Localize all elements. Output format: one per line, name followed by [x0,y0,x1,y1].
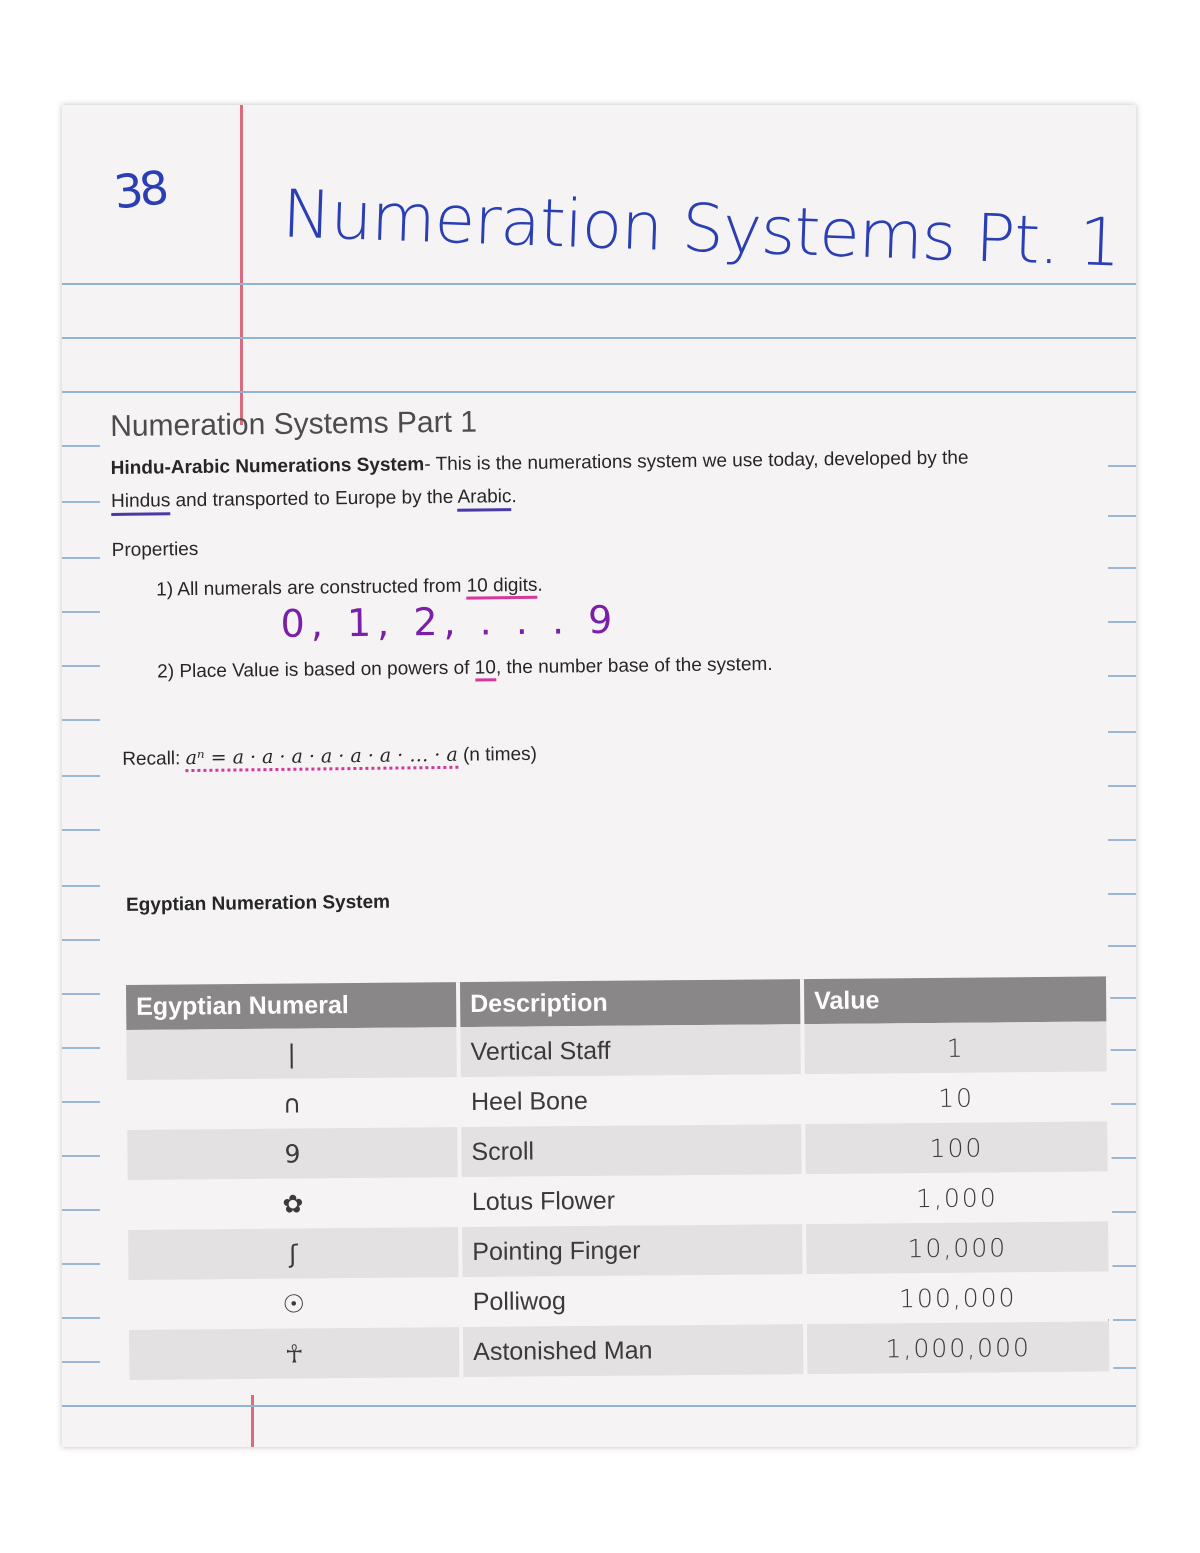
handwritten-digits: 0, 1, 2, . . . 9 [280,597,619,646]
printed-notes [110,398,1116,917]
definition-end: . [511,486,517,508]
definition-text-2: and transported to Europe by the [170,486,458,512]
ruled-line-tick [62,993,100,995]
ruled-line-tick [62,445,100,447]
ruled-line-tick [62,829,100,831]
ruled-line-tick [62,501,100,503]
ruled-line-tick [62,1209,100,1211]
table-row [126,1021,1108,1080]
ruled-line-tick [62,1361,100,1363]
item2-prefix: 2) Place Value is based on powers of [157,657,475,683]
row-value: 1,000 [804,1171,1110,1224]
margin-line-bottom [251,1395,254,1447]
item2-suffix: , the number base of the system. [495,653,773,679]
item2-highlight: 10 [475,657,496,681]
table-row [127,1071,1109,1130]
property-item-2 [157,650,1113,684]
ruled-line-tick [62,665,100,667]
row-value: 100 [803,1121,1109,1174]
recall-line [122,736,1114,771]
ruled-line-tick [62,719,100,721]
definition-text-1: - This is the numerations system we use today, developed by the [424,447,969,476]
header-description: Description [458,979,802,1027]
pointing-finger-icon: ʃ [128,1227,460,1280]
egyptian-heading: Egyptian Numeration System [125,891,391,916]
astonished-man-icon: ☥ [129,1327,461,1380]
polliwog-icon: ☉ [129,1277,461,1330]
ruled-line-tick [1108,465,1136,467]
row-value: 1,000,000 [805,1321,1111,1374]
ruled-line-tick [1108,1103,1136,1105]
word-arabic: Arabic [457,486,511,512]
header-egyptian-numeral: Egyptian Numeral [126,982,458,1030]
table-row [129,1321,1111,1380]
row-description: Lotus Flower [460,1174,804,1227]
staff-icon: | [126,1027,458,1080]
item1-suffix: . [537,574,543,596]
handwritten-title: Numeration Systems Pt. 1 [280,175,1122,282]
ruled-line-tick [62,1047,100,1049]
row-description: Pointing Finger [460,1224,804,1277]
row-value: 1 [802,1021,1108,1074]
heel-bone-icon: ∩ [127,1077,459,1130]
ruled-line-tick [1108,567,1136,569]
ruled-line-tick [62,557,100,559]
row-description: Polliwog [461,1274,805,1327]
ruled-line-tick [1108,1211,1136,1213]
ruled-line-tick [1108,515,1136,517]
table-row [128,1171,1110,1230]
recall-label: Recall: [122,748,186,770]
row-value: 10 [803,1071,1109,1124]
row-description: Vertical Staff [458,1024,802,1077]
ruled-line-tick [62,939,100,941]
table-row [127,1121,1109,1180]
table-row [128,1221,1110,1280]
ruled-line [62,283,1136,285]
ruled-line-tick [62,775,100,777]
ruled-line [62,1405,1136,1407]
margin-line [240,105,243,425]
ruled-line [62,391,1136,393]
item1-prefix: 1) All numerals are constructed from [156,575,467,601]
egyptian-numeral-table [126,976,1113,1380]
ruled-line-tick [1108,997,1136,999]
row-description: Heel Bone [459,1074,803,1127]
scroll-icon: 9 [127,1127,459,1180]
lotus-flower-icon: ✿ [128,1177,460,1230]
item1-highlight: 10 digits [467,575,538,600]
row-value: 10,000 [804,1221,1110,1274]
ruled-line-tick [62,885,100,887]
ruled-line-tick [1108,1049,1136,1051]
ruled-line-tick [62,1155,100,1157]
definition [111,440,1112,518]
ruled-line-tick [62,1101,100,1103]
ruled-line-tick [1108,945,1136,947]
definition-term: Hindu-Arabic Numerations System [110,454,425,479]
ruled-line-tick [62,1263,100,1265]
row-value: 100,000 [805,1271,1111,1324]
word-hindus: Hindus [111,490,170,516]
section-heading: Numeration Systems Part 1 [110,405,478,443]
ruled-line-tick [62,1317,100,1319]
header-value: Value [802,976,1108,1024]
page-number: 38 [111,160,168,220]
recall-formula: aⁿ = a · a · a · a · a · a · … · a [185,744,457,772]
ruled-line [62,337,1136,339]
row-description: Astonished Man [461,1324,805,1377]
row-description: Scroll [459,1124,803,1177]
properties-label: Properties [111,538,199,561]
ruled-line-tick [62,611,100,613]
ruled-line-tick [1108,1157,1136,1159]
notebook-page [62,105,1136,1447]
table-row [129,1271,1111,1330]
recall-suffix: (n times) [457,743,538,766]
